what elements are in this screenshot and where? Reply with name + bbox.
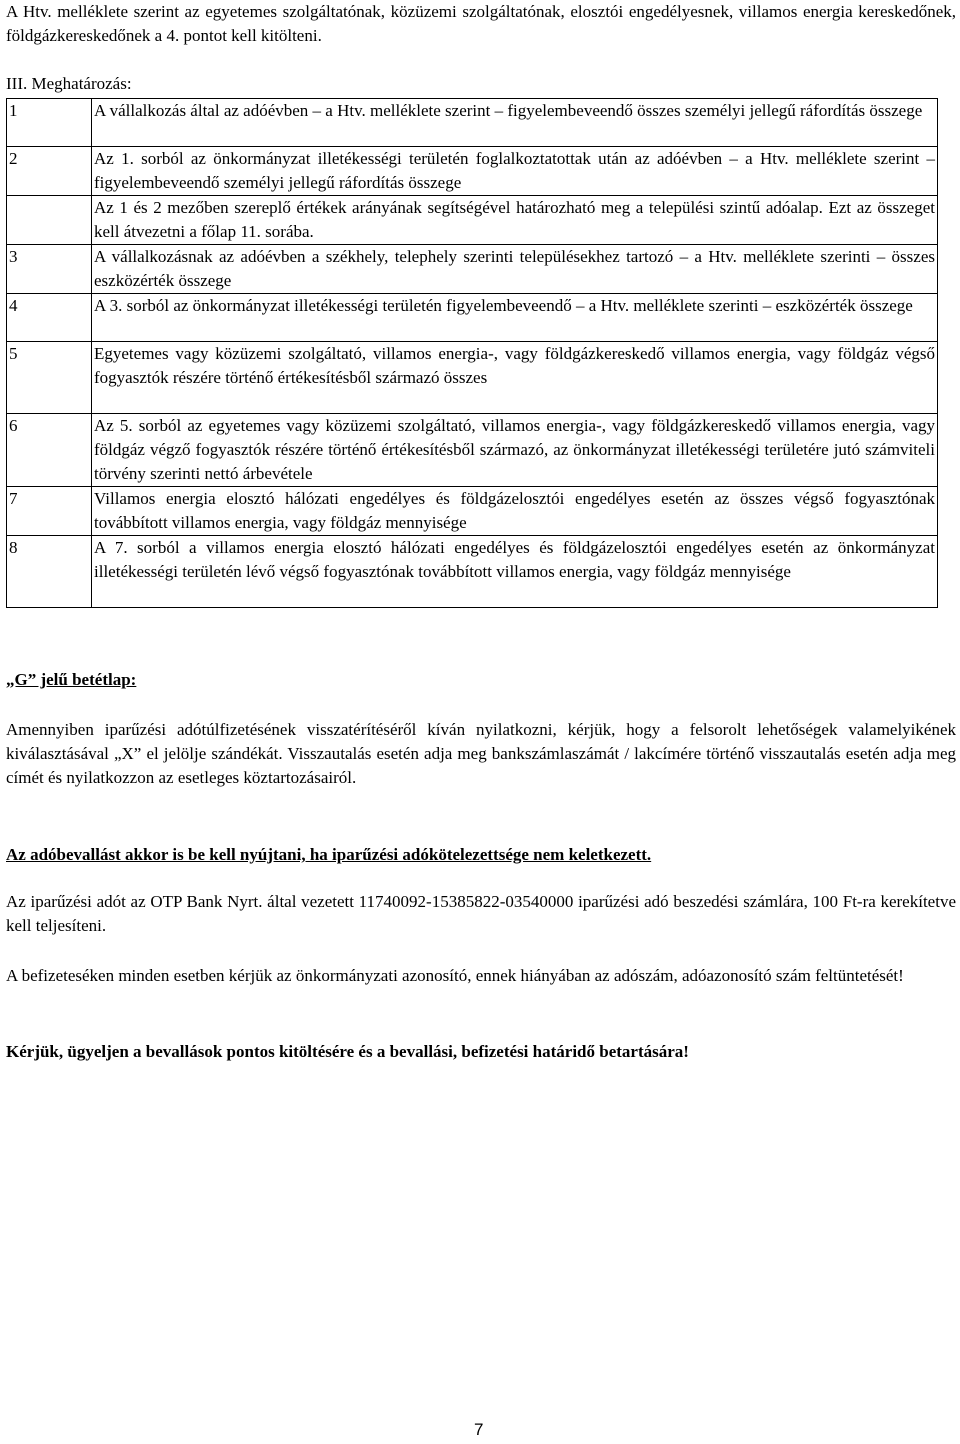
row-number: 7 [7, 487, 92, 536]
row-number [7, 196, 92, 245]
table-row [7, 342, 938, 414]
bank-account-paragraph: Az iparűzési adót az OTP Bank Nyrt. által vezetett 11740092-15385822-03540000 iparűzési adó beszedési számlára, 100 Ft-ra kerekítetve kell teljesíteni. [6, 892, 956, 935]
definitions-table [6, 98, 938, 608]
table-row [7, 196, 938, 245]
row-text: Villamos energia elosztó hálózati engedélyes és földgázelosztói engedélyes esetén az összes végső fogyasztónak továbbított villamos energia, vagy földgáz mennyisége [92, 487, 938, 536]
table-row [7, 147, 938, 196]
intro-text: A Htv. melléklete szerint az egyetemes szolgáltatónak, közüzemi szolgáltatónak, elosztói engedélyesnek, villamos energia kereskedőnek, földgázkereskedőnek a 4. pontot kell kitölteni. [6, 2, 956, 45]
row-number: 4 [7, 294, 92, 342]
section-title: III. Meghatározás: [6, 74, 132, 93]
row-text: Az 1. sorból az önkormányzat illetékességi területén foglalkoztatottak után az adóévben – a Htv. melléklete szerint – figyelembeveendő személyi jellegű ráfordítás összege [92, 147, 938, 196]
row-number: 2 [7, 147, 92, 196]
table-row [7, 414, 938, 487]
row-text: A vállalkozásnak az adóévben a székhely, telephely szerinti településekhez tartozó – a Htv. melléklete szerinti – összes eszközérték összege [92, 245, 938, 294]
row-text: Az 1 és 2 mezőben szereplő értékek arányának segítségével határozható meg a települési szintű adóalap. Ezt az összeget kell átvezetni a főlap 11. sorába. [92, 196, 938, 245]
table-row [7, 245, 938, 294]
row-number: 8 [7, 536, 92, 608]
must-submit-notice: Az adóbevallást akkor is be kell nyújtani, ha iparűzési adókötelezettsége nem keletkezett. [6, 845, 652, 864]
page-number: 7 [474, 1420, 484, 1439]
identifier-paragraph: A befizeteséken minden esetben kérjük az önkormányzati azonosító, ennek hiányában az adószám, adóazonosító szám feltüntetését! [6, 966, 904, 985]
row-text: A vállalkozás által az adóévben – a Htv. melléklete szerint – figyelembeveendő összes személyi jellegű ráfordítás összege [92, 99, 938, 147]
refund-paragraph: Amennyiben iparűzési adótúlfizetésének visszatérítéséről kíván nyilatkozni, kérjük, hogy a felsorolt lehetőségek valamelyikének kiválasztásával „X” el jelölje szándékát. Visszautalás esetén adja meg bankszámlaszámát / lakcímére történő visszautalás esetén adja meg címét és nyilatkozzon az esetleges köztartozásairól. [6, 720, 956, 787]
row-number: 6 [7, 414, 92, 487]
row-number: 5 [7, 342, 92, 414]
table-row [7, 536, 938, 608]
row-number: 1 [7, 99, 92, 147]
g-sheet-title: „G” jelű betétlap: [6, 670, 137, 689]
row-text: A 3. sorból az önkormányzat illetékességi területén figyelembeveendő – a Htv. melléklete szerinti – eszközérték összege [92, 294, 938, 342]
table-row [7, 99, 938, 147]
final-notice: Kérjük, ügyeljen a bevallások pontos kitöltésére és a bevallási, befizetési határidő betartására! [6, 1042, 689, 1061]
row-text: A 7. sorból a villamos energia elosztó hálózati engedélyes és földgázelosztói engedélyes esetén az önkormányzat illetékességi területén lévő végső fogyasztónak továbbított villamos energia, vagy földgáz mennyisége [92, 536, 938, 608]
table-row [7, 487, 938, 536]
row-text: Egyetemes vagy közüzemi szolgáltató, villamos energia-, vagy földgázkereskedő villamos energia, vagy földgáz végső fogyasztók részére történő értékesítésből származó összes [92, 342, 938, 414]
row-text: Az 5. sorból az egyetemes vagy közüzemi szolgáltató, villamos energia-, vagy földgázkereskedő villamos energia, vagy földgáz végző fogyasztók részére történő értékesítésből származó, az önkormányzat illetékességi területére jutó számviteli törvény szerinti nettó árbevétele [92, 414, 938, 487]
row-number: 3 [7, 245, 92, 294]
table-row [7, 294, 938, 342]
